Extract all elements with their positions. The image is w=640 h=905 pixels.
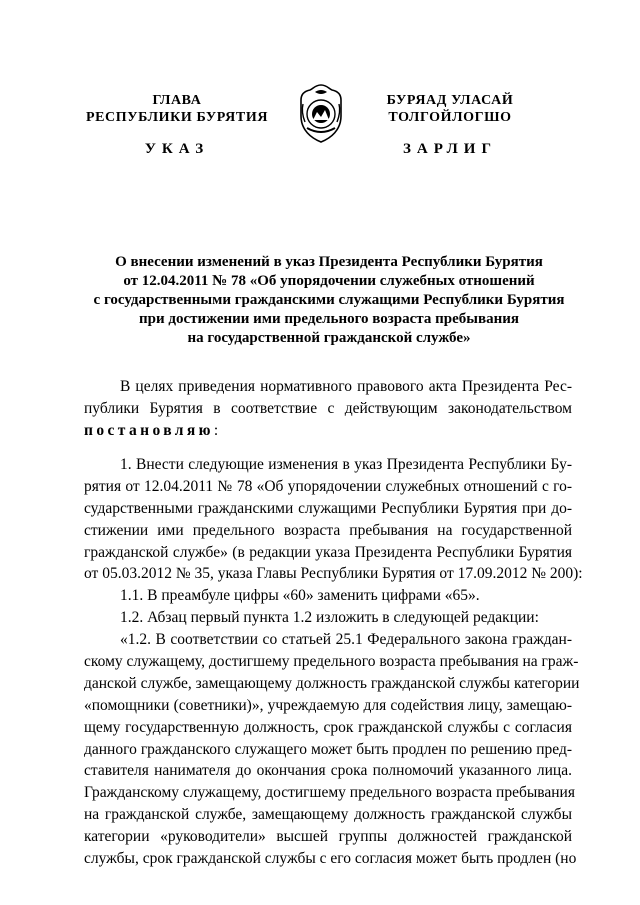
header-right-line2: ТОЛГОЙЛОГШО bbox=[388, 110, 512, 125]
body-line: данного гражданского служащего может быть продлен по решению пред- bbox=[84, 740, 572, 758]
body-line: гражданской службе» (в редакции указа Президента Республики Бурятия bbox=[84, 543, 572, 561]
title-line: с государственными гражданскими служащими Республики Бурятия bbox=[93, 292, 565, 308]
resolve-word: постановляю bbox=[84, 421, 214, 439]
body-line: Гражданскому служащему, достигшему предельного возраста пребывания bbox=[84, 784, 575, 802]
resolve-line bbox=[84, 420, 572, 442]
body-line: службы, срок гражданской службы с его согласия может быть продлен (но bbox=[84, 850, 577, 868]
body-line: стижении ими предельного возраста пребывания на государственной bbox=[84, 521, 572, 539]
decree-body bbox=[84, 454, 583, 870]
body-line: «помощники (советники)», учреждаемую для содействия лицу, замещаю- bbox=[84, 696, 572, 714]
body-line: скому служащему, достигшему предельного возраста пребывания на граж- bbox=[84, 653, 579, 671]
body-line: рятия от 12.04.2011 № 78 «Об упорядочении служебных отношений с го- bbox=[84, 477, 572, 495]
header-right bbox=[372, 92, 528, 126]
title-line: О внесении изменений в указ Президента Республики Бурятия bbox=[115, 254, 543, 270]
body-line: категории «руководители» высшей группы должностей гражданской bbox=[84, 828, 572, 846]
body-line: 1.1. В преамбуле цифры «60» заменить цифрами «65». bbox=[120, 587, 480, 605]
header-right-line1: БУРЯАД УЛАСАЙ bbox=[386, 93, 514, 108]
body-line: «1.2. В соответствии со статьей 25.1 Федерального закона граждан- bbox=[120, 631, 572, 649]
header-left-line2: РЕСПУБЛИКИ БУРЯТИЯ bbox=[85, 110, 269, 125]
coat-of-arms-emblem bbox=[295, 82, 347, 144]
decree-label-right: ЗАРЛИГ bbox=[402, 141, 498, 157]
header-left-line1: ГЛАВА bbox=[152, 93, 202, 108]
title-line: на государственной гражданской службе» bbox=[187, 330, 471, 346]
preamble-line: В целях приведения нормативного правового акта Президента Рес- bbox=[120, 378, 572, 395]
body-line: на гражданской службе, замещающему должность гражданской службы bbox=[84, 806, 572, 824]
body-line: 1.2. Абзац первый пункта 1.2 изложить в следующей редакции: bbox=[120, 609, 539, 627]
preamble-paragraph bbox=[84, 376, 572, 442]
body-line: от 05.03.2012 № 35, указа Главы Республики Бурятия от 17.09.2012 № 200): bbox=[84, 565, 583, 583]
body-line: сударственными гражданскими служащими Республики Бурятия при до- bbox=[84, 499, 572, 517]
body-line: ставителя нанимателя до окончания срока полномочий указанного лица. bbox=[84, 762, 572, 780]
header-left bbox=[84, 92, 270, 126]
preamble-line: публики Бурятия в соответствие с действующим законодательством bbox=[84, 399, 572, 417]
title-line: при достижении ими предельного возраста пребывания bbox=[139, 311, 519, 327]
document-title bbox=[84, 253, 574, 348]
title-line: от 12.04.2011 № 78 «Об упорядочении служебных отношений bbox=[123, 273, 535, 289]
body-line: данской службе, замещающему должность гражданской службы категории bbox=[84, 674, 580, 692]
body-line: 1. Внести следующие изменения в указ Президента Республики Бу- bbox=[120, 456, 572, 473]
decree-label-left: УКАЗ bbox=[144, 141, 210, 157]
resolve-suffix: : bbox=[213, 421, 219, 439]
body-line: щему государственную должность, срок гражданской службы с согласия bbox=[84, 718, 572, 736]
